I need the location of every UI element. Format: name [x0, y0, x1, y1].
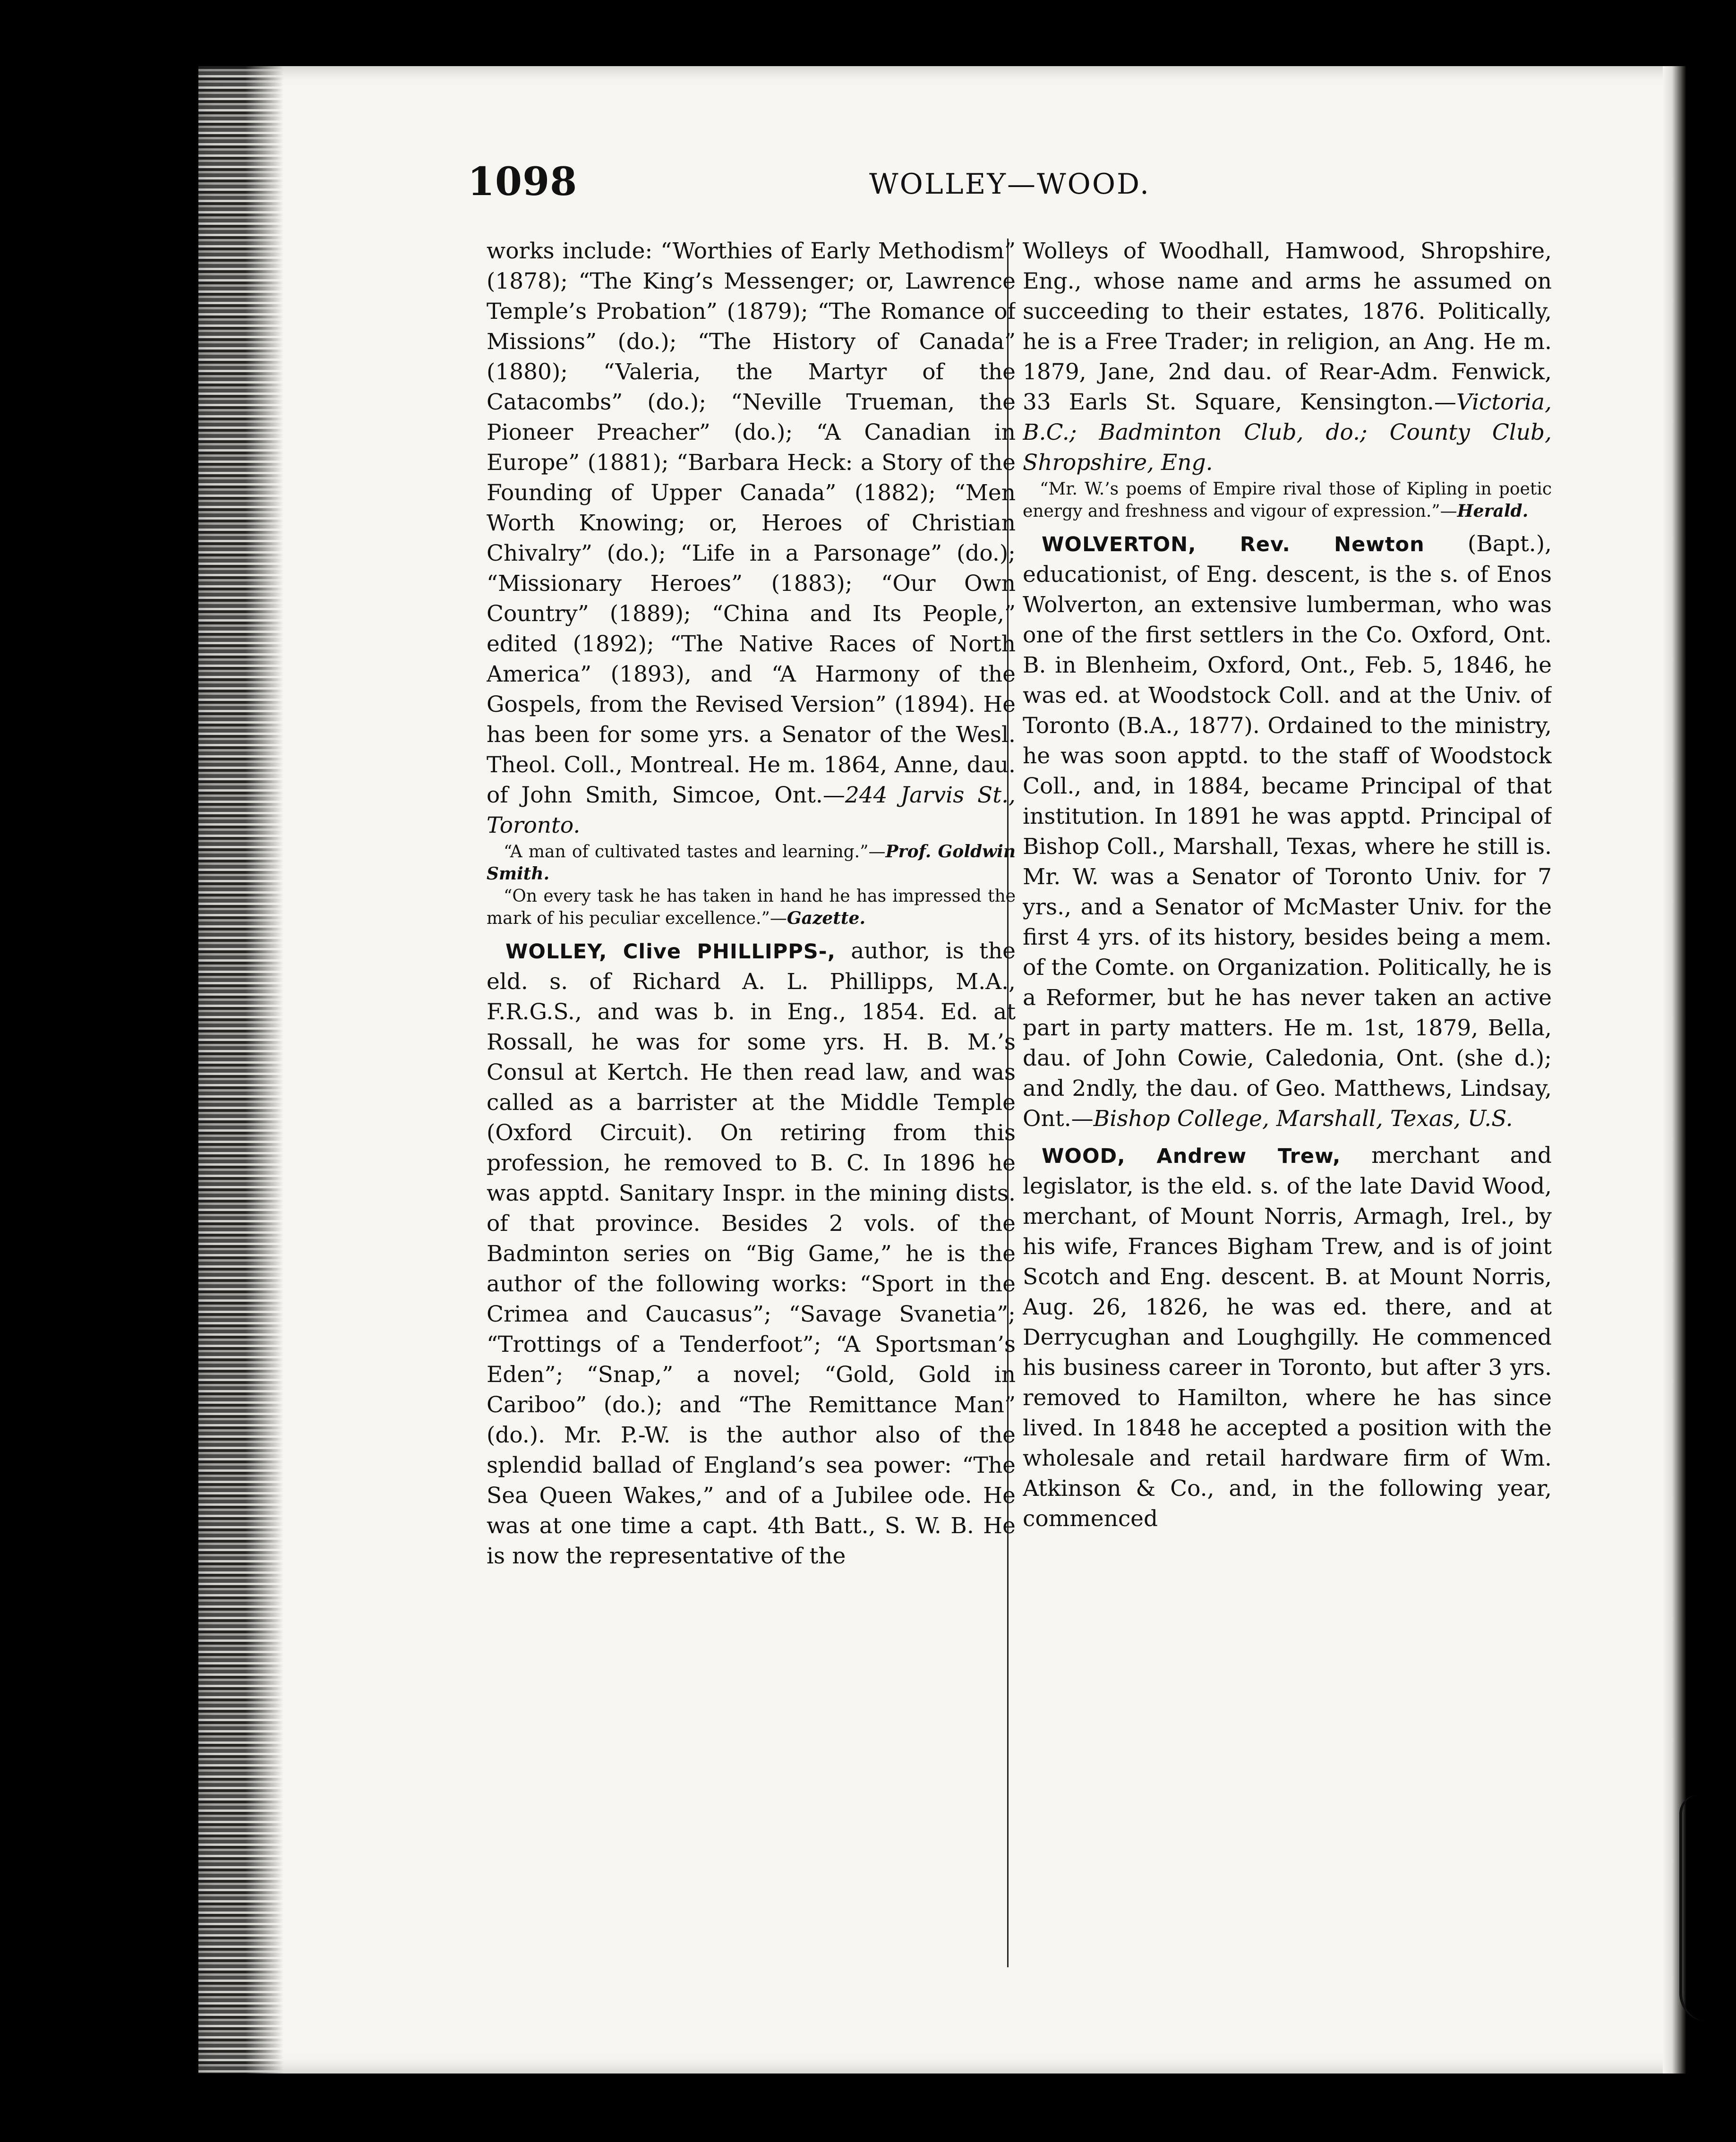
entry-name: WOLLEY, Clive PHILLIPPS-, [505, 940, 836, 964]
entry-address: Bishop College, Marshall, Texas, U.S. [1093, 1106, 1513, 1132]
quote-source: Herald. [1457, 501, 1529, 521]
entry-text: WOLVERTON, Rev. Newton (Bapt.), educationist, of Eng. descent, is the s. of Enos Wolverton, an extensive lumberman, who was one of the first settlers in the Co. Oxford, Ont. B. in Blenheim, Oxford, Ont., Feb. 5, 1846, he was ed. at Woodstock Coll. and at the Univ. of Toronto (B.A., 1877). Ordained to the ministry, he was soon apptd. to the staff of Woodstock Coll., and, in 1884, became Principal of that institution. In 1891 he was apptd. Principal of Bishop Coll., Marshall, Texas, where he still is. Mr. W. was a Senator of Toronto Univ. for 7 yrs., and a Senator of McMaster Univ. for the first 4 yrs. of its history, besides being a mem. of the Comte. on Organization. Politically, he is a Reformer, but he has never taken an active part in party matters. He m. 1st, 1879, Bella, dau. of John Cowie, Caledonia, Ont. (she d.); and 2ndly, the dau. of Geo. Matthews, Lindsay, Ont.—Bishop College, Marshall, Texas, U.S. [1023, 531, 1552, 1132]
entry-wolverton [1023, 529, 1552, 1134]
press-quote: “On every task he has taken in hand he has impressed the mark of his peculiar excellence.”—Gazette. [487, 887, 1016, 928]
press-quote: “Mr. W.’s poems of Empire rival those of Kipling in poetic energy and freshness and vigour of expression.”—Herald. [1023, 479, 1552, 521]
page-edge [1663, 66, 1686, 2074]
page-curl [1679, 1795, 1710, 2022]
entry-name: WOOD, Andrew Trew, [1042, 1144, 1341, 1168]
entry-address: Victoria, B.C.; Badminton Club, do.; County Club, Shropshire, Eng. [1023, 389, 1552, 476]
entry-wood [1023, 1141, 1552, 1534]
press-quote: “A man of cultivated tastes and learning.”—Prof. Goldwin Smith. [487, 842, 1016, 884]
quote-source: Prof. Goldwin Smith. [487, 842, 1016, 884]
entry-continued [487, 236, 1016, 930]
entry-name: WOLVERTON, Rev. Newton [1042, 533, 1425, 556]
running-head [468, 156, 1578, 208]
entry-address: 244 Jarvis St., Toronto. [487, 782, 1016, 838]
page-number: 1098 [468, 159, 578, 205]
entry-wolley-continued [1023, 236, 1552, 522]
binding-shadow [198, 66, 283, 2074]
left-column [487, 236, 1016, 1974]
entry-wolley [487, 936, 1016, 1571]
entry-text: works include: “Worthies of Early Methodism” (1878); “The King’s Messenger; or, Lawrence Temple’s Probation” (1879); “The Romance of Missions” (do.); “The History of Canada” (1880); “Valeria, the Martyr of the Catacombs” (do.); “Neville Trueman, the Pioneer Preacher” (do.); “A Canadian in Europe” (1881); “Barbara Heck: a Story of the Founding of Upper Canada” (1882); “Men Worth Knowing; or, Heroes of Christian Chivalry” (do.); “Life in a Parsonage” (do.); “Missionary Heroes” (1883); “Our Own Country” (1889); “China and Its People,” edited (1892); “The Native Races of North America” (1893), and “A Harmony of the Gospels, from the Revised Version” (1894). He has been for some yrs. a Senator of the Wesl. Theol. Coll., Montreal. He m. 1864, Anne, dau. of John Smith, Simcoe, Ont.—244 Jarvis St., Toronto. [487, 238, 1016, 838]
right-column [1023, 236, 1552, 1974]
entry-text: Wolleys of Woodhall, Hamwood, Shropshire, Eng., whose name and arms he assumed on succeeding to their estates, 1876. Politically, he is a Free Trader; in religion, an Ang. He m. 1879, Jane, 2nd dau. of Rear-Adm. Fenwick, 33 Earls St. Square, Kensington.—Victoria, B.C.; Badminton Club, do.; County Club, Shropshire, Eng. [1023, 238, 1552, 476]
quote-source: Gazette. [787, 908, 865, 928]
page-header-title: WOLLEY—WOOD. [869, 168, 1151, 201]
entry-text: WOOD, Andrew Trew, merchant and legislator, is the eld. s. of the late David Wood, merchant, of Mount Norris, Armagh, Irel., by his wife, Frances Bigham Trew, and is of joint Scotch and Eng. descent. B. at Mount Norris, Aug. 26, 1826, he was ed. there, and at Derrycughan and Loughgilly. He commenced his business career in Toronto, but after 3 yrs. removed to Hamilton, where he has since lived. In 1848 he accepted a position with the wholesale and retail hardware firm of Wm. Atkinson & Co., and, in the following year, commenced [1023, 1143, 1552, 1532]
entry-text: WOLLEY, Clive PHILLIPPS-, author, is the eld. s. of Richard A. L. Phillipps, M.A., F.R.G.S., and was b. in Eng., 1854. Ed. at Rossall, he was for some yrs. H. B. M.’s Consul at Kertch. He then read law, and was called as a barrister at the Middle Temple (Oxford Circuit). On retiring from this profession, he removed to B. C. In 1896 he was apptd. Sanitary Inspr. in the mining dists. of that province. Besides 2 vols. of the Badminton series on “Big Game,” he is the author of the following works: “Sport in the Crimea and Caucasus”; “Savage Svanetia”; “Trottings of a Tenderfoot”; “A Sportsman’s Eden”; “Snap,” a novel; “Gold, Gold in Cariboo” (do.); and “The Remittance Man” (do.). Mr. P.-W. is the author also of the splendid ballad of England’s sea power: “The Sea Queen Wakes,” and of a Jubilee ode. He was at one time a capt. 4th Batt., S. W. B. He is now the representative of the [487, 938, 1016, 1569]
